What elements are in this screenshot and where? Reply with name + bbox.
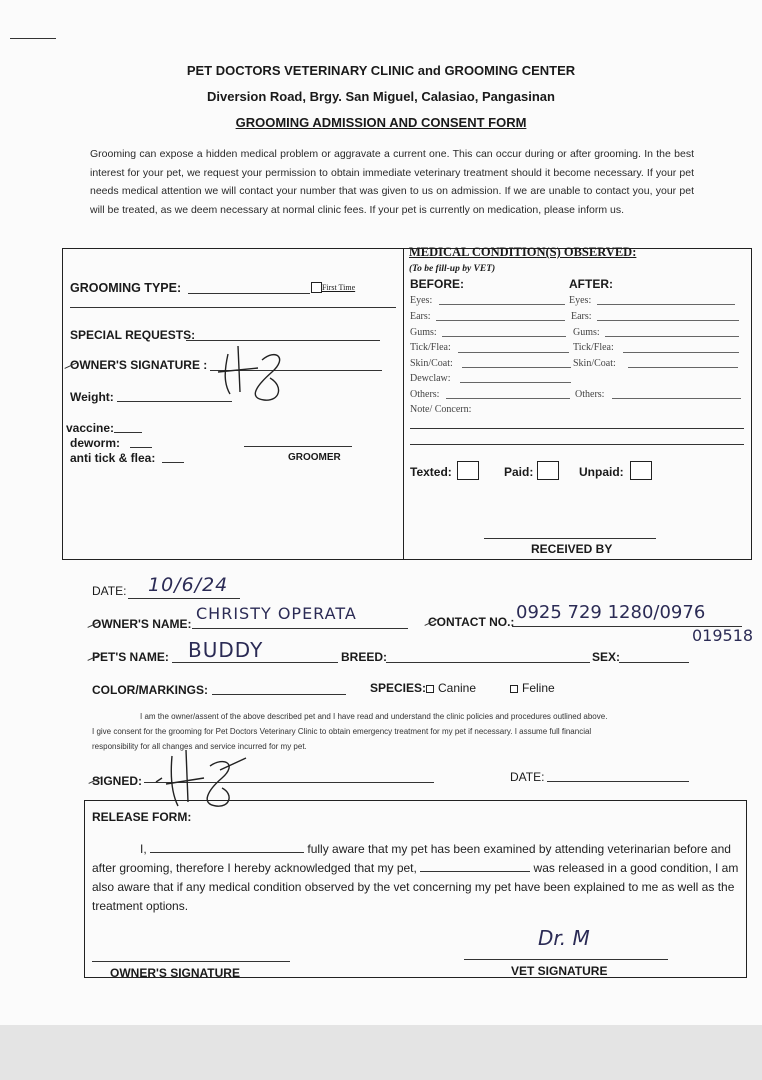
unpaid-label: Unpaid: — [579, 465, 624, 479]
before-skin-line[interactable] — [462, 367, 571, 368]
vaccine-label: vaccine: — [66, 421, 115, 435]
after-skin-line[interactable] — [628, 367, 738, 368]
after-tick-line[interactable] — [623, 352, 739, 353]
after-gums-line[interactable] — [605, 336, 739, 337]
paid-label: Paid: — [504, 465, 534, 479]
date-label: DATE: — [92, 584, 127, 598]
before-tick-line[interactable] — [458, 352, 569, 353]
owner-release-signature-label: OWNER'S SIGNATURE — [110, 966, 240, 980]
grooming-type-label: GROOMING TYPE: — [70, 281, 182, 295]
release-pet-line[interactable] — [420, 859, 530, 872]
note-line-2[interactable] — [410, 444, 744, 445]
owner-name-label: OWNER'S NAME: — [92, 617, 192, 631]
after-tick: Tick/Flea: — [573, 342, 614, 353]
consent-line-2: I give consent for the grooming for Pet Doctors Veterinary Clinic to obtain emergency treatment for my pet if necessary. I assume full financial — [92, 727, 592, 736]
clinic-name: PET DOCTORS VETERINARY CLINIC and GROOMING CENTER — [186, 63, 576, 78]
release-text-b: was released in a good condition, I am also aware that if any medical condition observed by the vet concerning my pet have been explained to me as well as the treatment options. — [92, 861, 739, 913]
feline-label: Feline — [522, 681, 555, 695]
consent-line-3: responsibility for all changes and service incurred for my pet. — [92, 742, 307, 751]
special-requests-label: SPECIAL REQUESTS: — [70, 328, 196, 342]
before-eyes-line[interactable] — [439, 304, 565, 305]
after-label: AFTER: — [569, 277, 613, 291]
sex-line[interactable] — [619, 662, 689, 663]
form-title: GROOMING ADMISSION AND CONSENT FORM — [235, 115, 527, 130]
received-by-label: RECEIVED BY — [531, 542, 613, 556]
clinic-address: Diversion Road, Brgy. San Miguel, Calasiao, Pangasinan — [207, 89, 555, 104]
release-text-i: I, — [140, 842, 147, 856]
vet-signature-value: Dr. M — [538, 926, 590, 950]
groomer-label: GROOMER — [288, 452, 341, 463]
owner-release-signature-line[interactable] — [92, 961, 290, 962]
unpaid-checkbox[interactable] — [630, 461, 652, 480]
contact-value-2[interactable]: 019518 — [692, 626, 754, 645]
before-skin: Skin/Coat: — [410, 358, 453, 369]
date-line[interactable] — [128, 598, 240, 599]
species-label: SPECIES: — [370, 681, 427, 695]
before-ears: Ears: — [410, 311, 431, 322]
texted-checkbox[interactable] — [457, 461, 479, 480]
weight-line[interactable] — [117, 401, 232, 402]
canine-label: Canine — [438, 681, 477, 695]
sex-label: SEX: — [592, 650, 621, 664]
owner-name-line[interactable] — [192, 628, 408, 629]
medical-title: MEDICAL CONDITION(S) OBSERVED: — [409, 245, 637, 259]
vet-signature-label: VET SIGNATURE — [511, 964, 608, 978]
owner-signature-label: OWNER'S SIGNATURE : — [70, 358, 208, 372]
release-name-line[interactable] — [150, 840, 304, 853]
first-time-checkbox[interactable] — [311, 282, 322, 293]
vaccine-line[interactable] — [114, 432, 142, 433]
before-dewclaw: Dewclaw: — [410, 373, 451, 384]
after-others: Others: — [575, 389, 605, 400]
before-gums-line[interactable] — [442, 336, 566, 337]
pet-name-value[interactable]: BUDDY — [188, 638, 264, 662]
paid-checkbox[interactable] — [537, 461, 559, 480]
before-others: Others: — [410, 389, 440, 400]
before-tick: Tick/Flea: — [410, 342, 451, 353]
after-eyes: Eyes: — [569, 295, 592, 306]
canine-checkbox[interactable] — [426, 685, 434, 693]
intro-paragraph: Grooming can expose a hidden medical problem or aggravate a current one. This can occur during or after grooming. In the best interest for your pet, we request your permission to obtain immediate veterinary treatment should it become necessary. If your pet needs medical attention we will contact your number that was given to us on admission. If we are unable to contact you, your pet will be treated, as we deem necessary at normal clinic fees. If your pet is currently on medication, please inform us. — [90, 148, 694, 216]
color-markings-line[interactable] — [212, 694, 346, 695]
after-eyes-line[interactable] — [597, 304, 735, 305]
note-line-1[interactable] — [410, 428, 744, 429]
before-dewclaw-line[interactable] — [460, 382, 571, 383]
groomer-line[interactable] — [244, 446, 352, 447]
pet-name-label: PET'S NAME: — [92, 650, 169, 664]
release-text — [92, 840, 742, 916]
before-gums: Gums: — [410, 327, 437, 338]
owner-name-value[interactable]: CHRISTY OPERATA — [196, 604, 357, 623]
texted-label: Texted: — [410, 465, 452, 479]
weight-label: Weight: — [70, 390, 114, 404]
consent-date-line[interactable] — [547, 781, 689, 782]
after-ears-line[interactable] — [597, 320, 739, 321]
consent-line-1: I am the owner/assent of the above described pet and I have read and understand the clinic policies and procedures outlined above. — [140, 712, 608, 721]
consent-date-label: DATE: — [510, 770, 545, 784]
date-value[interactable]: 10/6/24 — [148, 574, 229, 596]
breed-line[interactable] — [386, 662, 590, 663]
deworm-line[interactable] — [130, 447, 152, 448]
after-ears: Ears: — [571, 311, 592, 322]
vet-signature-line[interactable] — [464, 959, 668, 960]
pet-name-line[interactable] — [172, 662, 338, 663]
signed-label: SIGNED: — [92, 774, 143, 788]
before-others-line[interactable] — [446, 398, 570, 399]
grooming-type-line-2[interactable] — [70, 307, 396, 308]
panel-divider — [403, 248, 404, 560]
after-skin: Skin/Coat: — [573, 358, 616, 369]
after-others-line[interactable] — [612, 398, 741, 399]
first-time-label: First Time — [322, 283, 356, 292]
special-requests-line[interactable] — [186, 340, 380, 341]
before-ears-line[interactable] — [436, 320, 565, 321]
color-markings-label: COLOR/MARKINGS: — [92, 683, 208, 697]
feline-checkbox[interactable] — [510, 685, 518, 693]
deworm-label: deworm: — [70, 436, 121, 450]
release-form-title: RELEASE FORM: — [92, 810, 192, 824]
release-text-a: fully aware that my pet has been examined by attending veterinarian before and after grooming, therefore I hereby acknowledged that my pet, — [92, 842, 731, 875]
after-gums: Gums: — [573, 327, 600, 338]
before-eyes: Eyes: — [410, 295, 433, 306]
anti-tick-label: anti tick & flea: — [70, 451, 156, 465]
contact-value-1[interactable]: 0925 729 1280/0976 — [516, 602, 706, 623]
scan-mark — [10, 38, 56, 39]
anti-tick-line[interactable] — [162, 462, 184, 463]
medical-subtitle: (To be fill-up by VET) — [409, 264, 496, 274]
owner-signature-scribble — [210, 342, 300, 404]
before-label: BEFORE: — [410, 277, 464, 291]
grooming-type-line[interactable] — [188, 293, 310, 294]
contact-label: CONTACT NO.: — [428, 615, 515, 629]
received-by-line[interactable] — [484, 538, 656, 539]
note-concern: Note/ Concern: — [410, 404, 472, 415]
breed-label: BREED: — [341, 650, 388, 664]
